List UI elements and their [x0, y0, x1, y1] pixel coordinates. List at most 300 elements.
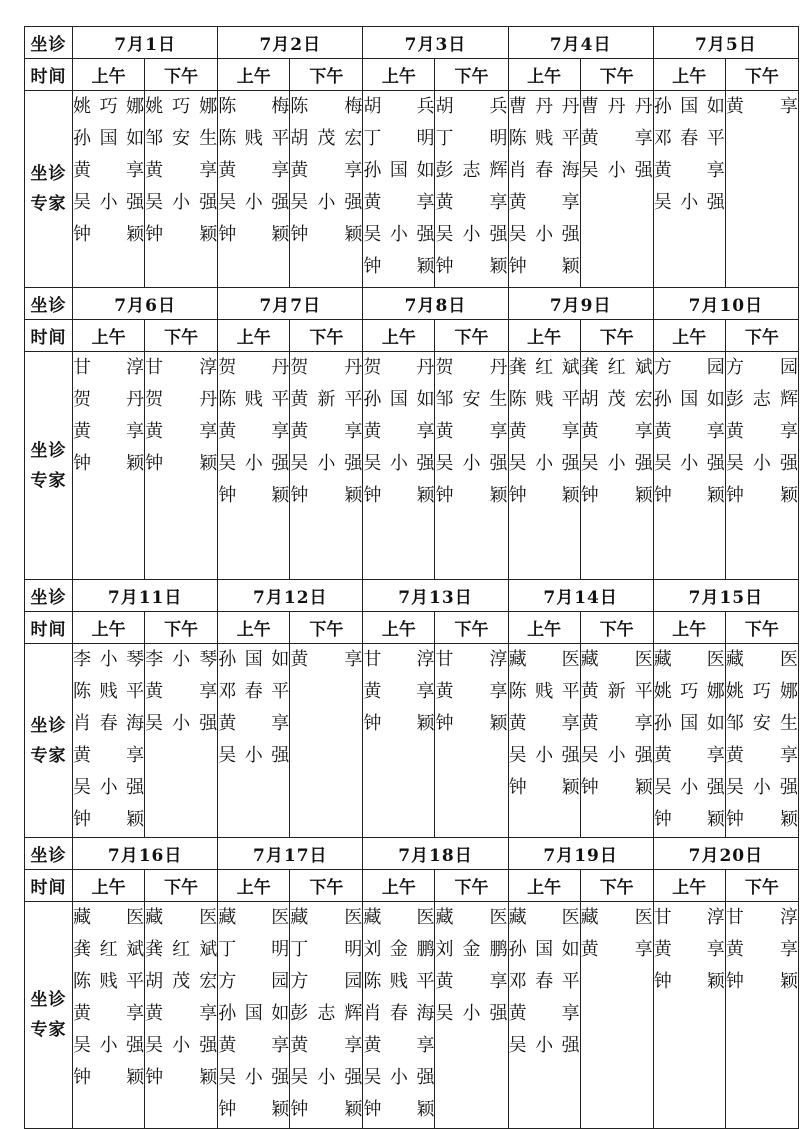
doctor-name: 孙国如: [73, 128, 145, 149]
doctor-name: 龚红斌: [73, 939, 145, 960]
doctor-cell: [363, 902, 435, 1129]
doctor-name: 陈贱平: [508, 128, 580, 149]
session-am: 上午: [363, 612, 435, 644]
session-am: 上午: [653, 320, 725, 352]
date-text: 7月17日: [253, 846, 328, 866]
doctor-cell: [73, 352, 145, 580]
doctor-name: 甘淳: [363, 649, 435, 670]
doctor-cell: [725, 352, 798, 580]
doctor-name: 姚巧娜: [145, 96, 218, 117]
doctor-name: 彭志辉: [435, 160, 508, 181]
label-sit: 坐诊: [25, 580, 73, 612]
session-am: 上午: [363, 320, 435, 352]
doctor-name: 钟颖: [435, 256, 508, 277]
doctor-name: 刘金鹏: [363, 939, 435, 960]
session-pm: 下午: [435, 612, 508, 644]
doctor-name: 李小琴: [73, 649, 145, 670]
doctor-name: 钟颖: [653, 971, 725, 992]
doctor-cell: [363, 352, 435, 580]
session-am: 上午: [73, 612, 145, 644]
label-sit: 坐诊: [25, 838, 73, 870]
session-am: 上午: [363, 870, 435, 902]
label-time: 时间: [25, 870, 73, 902]
doctor-name: 藏医: [580, 907, 653, 928]
doctor-name: 钟颖: [145, 224, 218, 245]
label-experts-line2: 专家: [30, 1020, 67, 1040]
doctor-name: 吴小强: [218, 745, 290, 766]
doctor-name: 龚红斌: [145, 939, 218, 960]
date-header: [508, 288, 653, 320]
doctor-name: 吴小强: [218, 1067, 290, 1088]
doctor-name: 钟颖: [508, 777, 580, 798]
doctor-cell: [580, 352, 653, 580]
session-pm: 下午: [725, 870, 798, 902]
doctor-name: 藏医: [73, 907, 145, 928]
date-text: 7月20日: [688, 846, 764, 866]
doctor-name: 钟颖: [435, 485, 508, 506]
session-pm: 下午: [580, 612, 653, 644]
date-header: [73, 580, 218, 612]
doctor-name: 丁明: [290, 939, 363, 960]
label-experts-line2: 专家: [30, 745, 67, 766]
doctor-name: 黄享: [580, 128, 653, 149]
label-experts: [25, 91, 73, 288]
doctor-name: 吴小强: [435, 224, 508, 245]
date-text: 7月1日: [114, 35, 176, 55]
doctor-name: 藏医: [725, 649, 798, 670]
doctor-name: 黄享: [435, 421, 508, 442]
label-experts-line1: 坐诊: [30, 990, 67, 1010]
doctor-name: 肖春海: [73, 713, 145, 734]
doctor-name: 钟颖: [290, 485, 363, 506]
doctor-name: 孙国如: [508, 939, 580, 960]
doctor-cell: [580, 902, 653, 1129]
date-row: [25, 580, 799, 612]
session-pm: 下午: [145, 870, 218, 902]
doctor-cell: [218, 91, 290, 288]
session-pm: 下午: [725, 320, 798, 352]
doctor-name: 黄享: [508, 421, 580, 442]
doctor-cell: [145, 91, 218, 288]
doctor-cell: [290, 91, 363, 288]
doctor-name: 黄享: [653, 745, 725, 766]
doctor-name: 黄享: [73, 160, 145, 181]
date-text: 7月8日: [404, 296, 467, 316]
session-pm: 下午: [290, 59, 363, 91]
doctor-name: 黄享: [508, 713, 580, 734]
doctor-name: 黄享: [725, 939, 798, 960]
doctor-cell: [145, 902, 218, 1129]
doctor-name: 黄享: [363, 421, 435, 442]
doctor-name: 吴小强: [508, 224, 580, 245]
doctor-name: 孙国如: [218, 649, 290, 670]
doctor-name: 钟颖: [290, 224, 363, 245]
doctor-name: 陈贱平: [73, 971, 145, 992]
date-row: [25, 27, 799, 59]
doctor-name: 邹安生: [435, 389, 508, 410]
session-pm: 下午: [580, 320, 653, 352]
doctor-name: 黄享: [218, 713, 290, 734]
doctor-cell: [290, 644, 363, 838]
session-pm: 下午: [435, 870, 508, 902]
doctor-cell: [508, 91, 580, 288]
doctor-cell: [580, 644, 653, 838]
doctor-name: 藏医: [290, 907, 363, 928]
doctor-cell: [508, 902, 580, 1129]
date-text: 7月3日: [404, 35, 467, 55]
doctor-name: 方园: [653, 357, 725, 378]
doctor-name: 陈贱平: [73, 681, 145, 702]
doctor-name: 吴小强: [73, 192, 145, 213]
doctor-name: 彭志辉: [290, 1003, 363, 1024]
date-header: [218, 288, 363, 320]
doctor-cell: [725, 91, 798, 288]
doctor-name: 黄享: [363, 192, 435, 213]
doctor-cell: [290, 902, 363, 1129]
doctor-cell: [73, 902, 145, 1129]
date-text: 7月19日: [543, 846, 618, 866]
date-row: [25, 288, 799, 320]
date-header: [73, 838, 218, 870]
doctor-name: 黄享: [218, 160, 290, 181]
doctor-name: 黄享: [73, 421, 145, 442]
doctor-name: 姚巧娜: [653, 681, 725, 702]
doctor-name: 吴小强: [653, 192, 725, 213]
date-header: [73, 288, 218, 320]
doctor-cell: [725, 902, 798, 1129]
doctor-name: 吴小强: [218, 453, 290, 474]
doctor-cell: [580, 91, 653, 288]
label-time: 时间: [25, 320, 73, 352]
doctor-name: 甘淳: [653, 907, 725, 928]
doctor-name: 吴小强: [290, 192, 363, 213]
doctor-name: 孙国如: [363, 389, 435, 410]
doctor-name: 方园: [725, 357, 798, 378]
label-experts: [25, 644, 73, 838]
doctors-row: [25, 352, 799, 580]
doctor-cell: [653, 902, 725, 1129]
doctor-name: 黄享: [363, 681, 435, 702]
doctor-name: 吴小强: [580, 453, 653, 474]
doctor-name: 钟颖: [218, 1099, 290, 1120]
doctor-name: 藏医: [435, 907, 508, 928]
doctor-cell: [435, 902, 508, 1129]
date-text: 7月7日: [259, 296, 322, 316]
doctor-name: 贺丹: [145, 389, 218, 410]
doctor-name: 龚红斌: [580, 357, 653, 378]
doctor-cell: [725, 644, 798, 838]
doctor-name: 吴小强: [73, 777, 145, 798]
label-sit: 坐诊: [25, 288, 73, 320]
doctor-name: 吴小强: [508, 745, 580, 766]
doctor-name: 吴小强: [145, 713, 218, 734]
doctor-name: 吴小强: [435, 453, 508, 474]
doctor-cell: [145, 644, 218, 838]
date-text: 7月5日: [695, 35, 757, 55]
doctor-name: 黄享: [508, 192, 580, 213]
doctor-name: 孙国如: [218, 1003, 290, 1024]
doctor-name: 黄享: [290, 649, 363, 670]
doctor-name: 贺丹: [435, 357, 508, 378]
doctor-name: 黄享: [145, 1003, 218, 1024]
doctor-name: 黄享: [218, 1035, 290, 1056]
doctor-name: 藏医: [363, 907, 435, 928]
doctor-cell: [218, 644, 290, 838]
doctor-name: 钟颖: [653, 809, 725, 830]
doctor-name: 黄享: [290, 1035, 363, 1056]
doctor-name: 曹丹丹: [580, 96, 653, 117]
date-text: 7月11日: [107, 588, 183, 608]
doctor-name: 黄享: [73, 1003, 145, 1024]
session-row: [25, 870, 799, 902]
doctors-row: [25, 91, 799, 288]
doctor-name: 方园: [290, 971, 363, 992]
doctor-name: 陈贱平: [363, 971, 435, 992]
date-text: 7月16日: [107, 846, 183, 866]
doctor-name: 藏医: [218, 907, 290, 928]
doctor-name: 吴小强: [580, 745, 653, 766]
doctor-name: 钟颖: [145, 1067, 218, 1088]
date-header: [363, 580, 508, 612]
doctor-name: 陈贱平: [218, 389, 290, 410]
date-text: 7月15日: [688, 588, 764, 608]
doctor-name: 黄享: [218, 421, 290, 442]
doctor-name: 邓春平: [508, 971, 580, 992]
doctor-name: 丁明: [435, 128, 508, 149]
doctor-name: 藏医: [508, 649, 580, 670]
doctor-cell: [145, 352, 218, 580]
doctor-cell: [435, 644, 508, 838]
date-text: 7月12日: [253, 588, 328, 608]
label-sit: 坐诊: [25, 27, 73, 59]
date-text: 7月6日: [114, 296, 176, 316]
doctor-cell: [508, 644, 580, 838]
date-text: 7月10日: [688, 296, 764, 316]
doctor-name: 钟颖: [580, 777, 653, 798]
doctor-name: 钟颖: [73, 224, 145, 245]
date-text: 7月18日: [398, 846, 473, 866]
doctor-name: 孙国如: [363, 160, 435, 181]
doctor-name: 钟颖: [725, 809, 798, 830]
doctor-name: 龚红斌: [508, 357, 580, 378]
label-experts: [25, 902, 73, 1129]
doctor-name: 胡兵: [363, 96, 435, 117]
date-text: 7月2日: [259, 35, 322, 55]
session-row: [25, 320, 799, 352]
doctor-name: 李小琴: [145, 649, 218, 670]
doctor-name: 黄享: [725, 745, 798, 766]
session-am: 上午: [73, 870, 145, 902]
doctor-name: 吴小强: [725, 777, 798, 798]
doctor-name: 黄新平: [580, 681, 653, 702]
doctor-name: 黄享: [145, 681, 218, 702]
doctor-name: 黄享: [653, 939, 725, 960]
doctor-name: 黄享: [725, 96, 798, 117]
session-pm: 下午: [725, 612, 798, 644]
doctor-name: 黄享: [290, 160, 363, 181]
session-pm: 下午: [435, 59, 508, 91]
doctor-name: 邓春平: [218, 681, 290, 702]
doctor-cell: [73, 91, 145, 288]
session-pm: 下午: [145, 320, 218, 352]
date-header: [653, 288, 798, 320]
doctor-name: 钟颖: [725, 485, 798, 506]
doctor-cell: [290, 352, 363, 580]
session-am: 上午: [653, 59, 725, 91]
label-time: 时间: [25, 59, 73, 91]
doctor-name: 钟颖: [508, 256, 580, 277]
doctors-row: [25, 902, 799, 1129]
date-text: 7月14日: [543, 588, 618, 608]
label-experts: [25, 352, 73, 580]
doctor-name: 胡茂宏: [145, 971, 218, 992]
date-header: [218, 838, 363, 870]
doctor-name: 吴小强: [653, 777, 725, 798]
doctor-name: 钟颖: [580, 485, 653, 506]
doctor-name: 吴小强: [363, 453, 435, 474]
doctor-cell: [73, 644, 145, 838]
doctor-name: 曹丹丹: [508, 96, 580, 117]
doctor-name: 钟颖: [290, 1099, 363, 1120]
doctor-name: 黄新平: [290, 389, 363, 410]
doctor-name: 吴小强: [435, 1003, 508, 1024]
doctor-name: 邓春平: [653, 128, 725, 149]
session-am: 上午: [653, 612, 725, 644]
session-am: 上午: [73, 320, 145, 352]
label-experts-line2: 专家: [30, 470, 67, 491]
doctor-name: 吴小强: [363, 1067, 435, 1088]
session-am: 上午: [218, 870, 290, 902]
session-am: 上午: [73, 59, 145, 91]
doctor-name: 姚巧娜: [725, 681, 798, 702]
doctor-name: 钟颖: [73, 453, 145, 474]
label-experts-line2: 专家: [30, 194, 67, 214]
doctor-name: 胡茂宏: [290, 128, 363, 149]
doctor-name: 黄享: [435, 971, 508, 992]
doctor-name: 吴小强: [508, 453, 580, 474]
label-experts-line1: 坐诊: [30, 715, 67, 736]
date-header: [363, 838, 508, 870]
session-am: 上午: [508, 59, 580, 91]
doctor-name: 黄享: [435, 681, 508, 702]
doctor-name: 钟颖: [725, 971, 798, 992]
session-am: 上午: [363, 59, 435, 91]
date-header: [653, 580, 798, 612]
doctor-name: 吴小强: [145, 1035, 218, 1056]
doctor-cell: [218, 352, 290, 580]
doctor-cell: [363, 91, 435, 288]
doctor-name: 陈贱平: [218, 128, 290, 149]
session-pm: 下午: [145, 612, 218, 644]
date-text: 7月13日: [398, 588, 473, 608]
doctor-name: 方园: [218, 971, 290, 992]
date-header: [508, 838, 653, 870]
doctor-name: 黄享: [653, 160, 725, 181]
date-row: [25, 838, 799, 870]
session-am: 上午: [508, 320, 580, 352]
doctor-name: 黄享: [363, 1035, 435, 1056]
session-am: 上午: [218, 320, 290, 352]
doctor-name: 藏医: [508, 907, 580, 928]
doctor-cell: [653, 91, 725, 288]
doctor-name: 藏医: [145, 907, 218, 928]
date-header: [653, 27, 798, 59]
doctor-name: 黄享: [290, 421, 363, 442]
doctor-name: 肖春海: [508, 160, 580, 181]
session-pm: 下午: [580, 870, 653, 902]
doctor-name: 甘淳: [725, 907, 798, 928]
label-time: 时间: [25, 612, 73, 644]
doctor-name: 甘淳: [435, 649, 508, 670]
session-am: 上午: [218, 612, 290, 644]
doctor-name: 胡兵: [435, 96, 508, 117]
session-row: [25, 59, 799, 91]
doctor-name: 姚巧娜: [73, 96, 145, 117]
doctor-name: 黄享: [580, 939, 653, 960]
doctor-name: 黄享: [145, 160, 218, 181]
session-am: 上午: [508, 870, 580, 902]
doctor-name: 陈梅: [290, 96, 363, 117]
doctor-name: 吴小强: [290, 1067, 363, 1088]
doctor-name: 钟颖: [145, 453, 218, 474]
doctor-name: 贺丹: [363, 357, 435, 378]
doctor-name: 吴小强: [508, 1035, 580, 1056]
date-header: [508, 580, 653, 612]
doctor-name: 丁明: [363, 128, 435, 149]
doctor-name: 吴小强: [363, 224, 435, 245]
doctor-name: 黄享: [73, 745, 145, 766]
date-header: [653, 838, 798, 870]
doctor-name: 黄享: [435, 192, 508, 213]
session-am: 上午: [508, 612, 580, 644]
doctor-name: 藏医: [580, 649, 653, 670]
doctor-name: 陈贱平: [508, 681, 580, 702]
label-experts-line1: 坐诊: [30, 164, 67, 184]
doctor-name: 钟颖: [508, 485, 580, 506]
doctor-name: 陈梅: [218, 96, 290, 117]
doctor-name: 钟颖: [363, 713, 435, 734]
doctor-name: 贺丹: [218, 357, 290, 378]
session-pm: 下午: [290, 320, 363, 352]
date-header: [218, 27, 363, 59]
doctor-cell: [435, 352, 508, 580]
doctor-cell: [508, 352, 580, 580]
doctor-name: 胡茂宏: [580, 389, 653, 410]
doctor-name: 贺丹: [73, 389, 145, 410]
doctor-name: 贺丹: [290, 357, 363, 378]
doctor-name: 甘淳: [73, 357, 145, 378]
doctor-cell: [653, 644, 725, 838]
doctor-name: 钟颖: [363, 256, 435, 277]
date-header: [73, 27, 218, 59]
date-header: [218, 580, 363, 612]
doctor-name: 吴小强: [580, 160, 653, 181]
doctor-name: 钟颖: [435, 713, 508, 734]
doctor-name: 钟颖: [73, 1067, 145, 1088]
doctor-name: 黄享: [653, 421, 725, 442]
doctor-name: 钟颖: [73, 809, 145, 830]
doctors-row: [25, 644, 799, 838]
doctor-name: 藏医: [653, 649, 725, 670]
doctor-name: 吴小强: [145, 192, 218, 213]
schedule-sheet: [24, 26, 799, 1129]
doctor-name: 黄享: [725, 421, 798, 442]
doctor-name: 钟颖: [363, 1099, 435, 1120]
doctor-name: 吴小强: [218, 192, 290, 213]
session-pm: 下午: [580, 59, 653, 91]
doctor-name: 刘金鹏: [435, 939, 508, 960]
doctor-cell: [653, 352, 725, 580]
